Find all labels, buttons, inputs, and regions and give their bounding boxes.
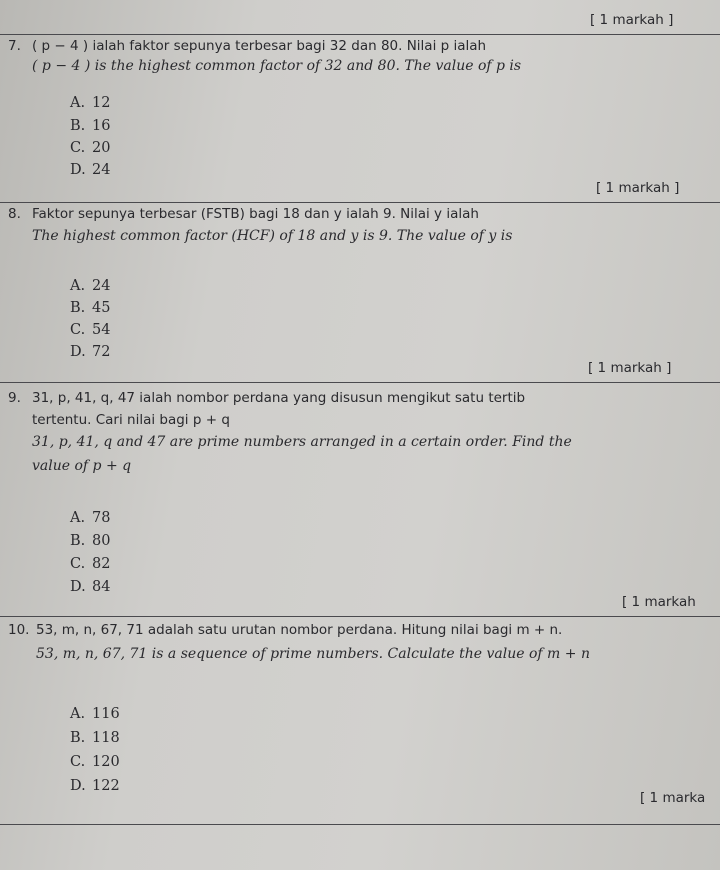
option-value: 84 (92, 579, 111, 595)
divider-5 (0, 824, 720, 825)
option-value: 118 (92, 730, 120, 746)
option-letter: D. (70, 344, 86, 360)
q10-malay-text: 53, m, n, 67, 71 adalah satu urutan nombor perdana. Hitung nilai bagi m + n. (36, 622, 563, 638)
option-letter: A. (70, 706, 86, 722)
q8-mark: [ 1 markah ] (588, 360, 672, 376)
q7-option-c[interactable] (70, 140, 110, 156)
q10-option-c[interactable] (70, 754, 120, 770)
option-letter: C. (70, 754, 86, 770)
option-letter: A. (70, 510, 86, 526)
q9-malay-line-2: tertentu. Cari nilai bagi p + q (32, 412, 230, 428)
q7-option-a[interactable] (70, 95, 110, 111)
q10-option-d[interactable] (70, 778, 120, 794)
option-value: 20 (92, 140, 111, 156)
option-letter: D. (70, 778, 86, 794)
q7-english-text: ( p − 4 ) is the highest common factor of 32 and 80. The value of p is (32, 58, 522, 74)
option-letter: B. (70, 730, 86, 746)
option-value: 80 (92, 533, 111, 549)
option-letter: C. (70, 322, 86, 338)
option-value: 54 (92, 322, 111, 338)
q8-malay-text: Faktor sepunya terbesar (FSTB) bagi 18 dan y ialah 9. Nilai y ialah (32, 206, 479, 222)
q9-malay-line-1: 31, p, 41, q, 47 ialah nombor perdana yang disusun mengikut satu tertib (32, 390, 526, 406)
q10-number: 10. (8, 622, 30, 638)
q9-option-c[interactable] (70, 556, 110, 572)
q8-option-c[interactable] (70, 322, 110, 338)
option-value: 45 (92, 300, 111, 316)
option-letter: C. (70, 556, 86, 572)
q7-option-d[interactable] (70, 162, 110, 178)
q8-option-a[interactable] (70, 278, 110, 294)
q7-mark: [ 1 markah ] (596, 180, 680, 196)
q8-number: 8. (8, 206, 21, 222)
q9-option-a[interactable] (70, 510, 110, 526)
q9-option-b[interactable] (70, 533, 110, 549)
q10-option-a[interactable] (70, 706, 120, 722)
q10-option-b[interactable] (70, 730, 120, 746)
option-letter: B. (70, 533, 86, 549)
q8-option-d[interactable] (70, 344, 110, 360)
option-letter: D. (70, 579, 86, 595)
option-letter: C. (70, 140, 86, 156)
q8-english-text: The highest common factor (HCF) of 18 and y is 9. The value of y is (32, 228, 513, 244)
q6-mark: [ 1 markah ] (590, 12, 674, 28)
option-value: 116 (92, 706, 120, 722)
q8-option-b[interactable] (70, 300, 110, 316)
option-letter: A. (70, 95, 86, 111)
option-letter: B. (70, 118, 86, 134)
option-value: 24 (92, 278, 111, 294)
q10-mark: [ 1 marka (640, 790, 706, 806)
q9-english-line-1: 31, p, 41, q and 47 are prime numbers arranged in a certain order. Find the (32, 434, 572, 450)
option-value: 82 (92, 556, 111, 572)
option-letter: D. (70, 162, 86, 178)
divider-3 (0, 382, 720, 383)
option-letter: A. (70, 278, 86, 294)
divider-4 (0, 616, 720, 617)
divider-2 (0, 202, 720, 203)
option-value: 12 (92, 95, 111, 111)
q9-english-line-2: value of p + q (32, 458, 132, 474)
q10-english-text: 53, m, n, 67, 71 is a sequence of prime numbers. Calculate the value of m + n (36, 646, 590, 662)
option-value: 72 (92, 344, 111, 360)
option-value: 120 (92, 754, 120, 770)
divider-1 (0, 34, 720, 35)
q9-mark: [ 1 markah (622, 594, 696, 610)
q9-option-d[interactable] (70, 579, 110, 595)
option-value: 78 (92, 510, 111, 526)
option-value: 24 (92, 162, 111, 178)
option-value: 16 (92, 118, 111, 134)
q7-number: 7. (8, 38, 21, 54)
option-value: 122 (92, 778, 120, 794)
q7-malay-text: ( p − 4 ) ialah faktor sepunya terbesar bagi 32 dan 80. Nilai p ialah (32, 38, 487, 54)
option-letter: B. (70, 300, 86, 316)
q7-option-b[interactable] (70, 118, 110, 134)
q9-number: 9. (8, 390, 21, 406)
